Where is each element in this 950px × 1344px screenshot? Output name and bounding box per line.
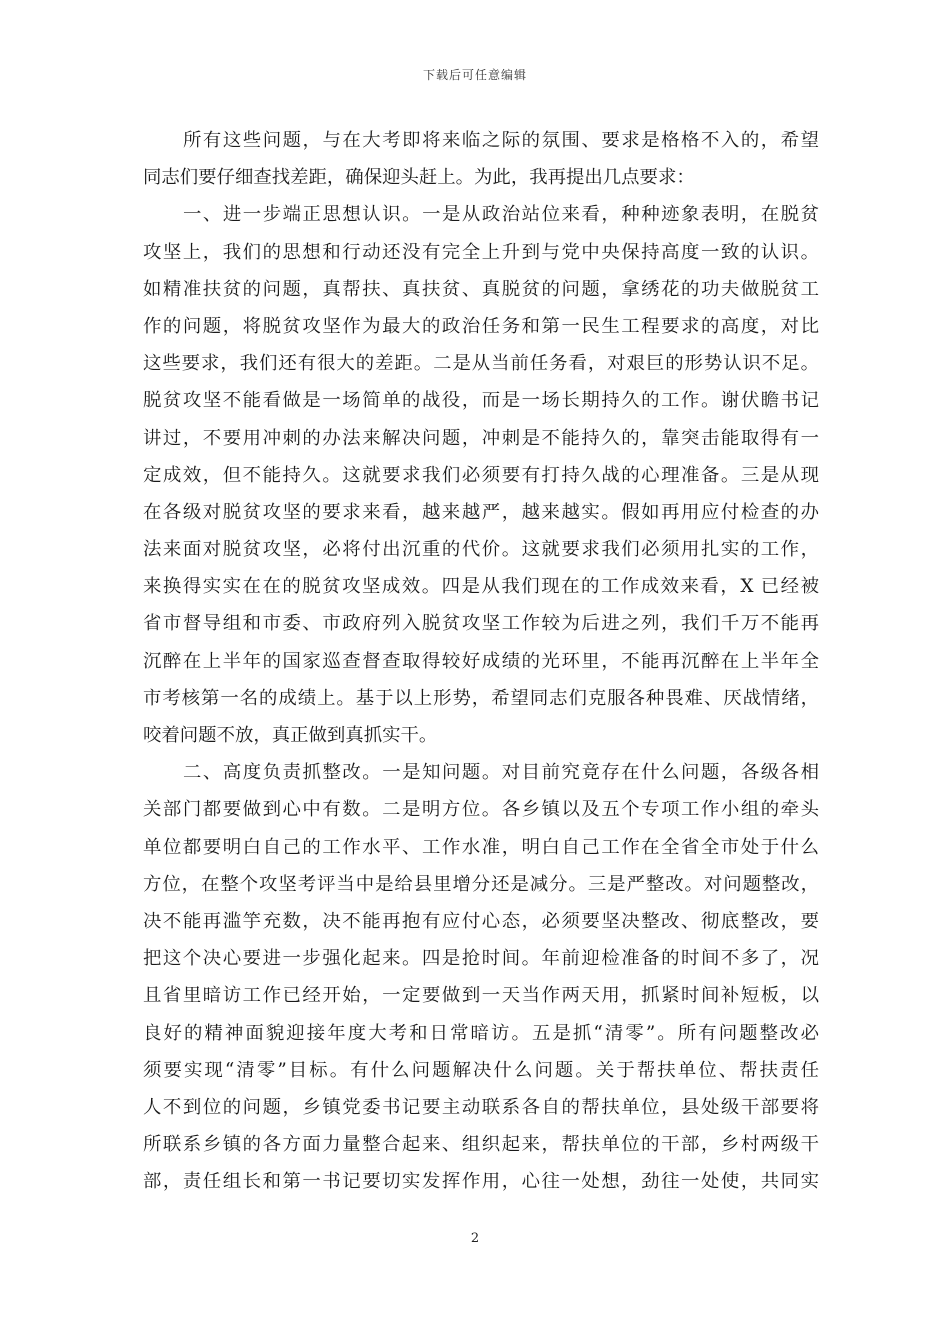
- text-line: 讲过，不要用冲刺的办法来解决问题，冲刺是不能持久的，靠突击能取得有一: [143, 427, 819, 449]
- text-line: 这些要求，我们还有很大的差距。二是从当前任务看，对艰巨的形势认识不足。: [143, 353, 819, 375]
- text-line: 一、进一步端正思想认识。一是从政治站位来看，种种迹象表明，在脱贫: [183, 204, 819, 226]
- text-line: 同志们要仔细查找差距，确保迎头赶上。为此，我再提出几点要求：: [143, 167, 695, 189]
- text-line: 咬着问题不放，真正做到真抓实干。: [143, 725, 438, 746]
- text-line: 市考核第一名的成绩上。基于以上形势，希望同志们克服各种畏难、厌战情绪，: [143, 687, 819, 709]
- text-line: 沉醉在上半年的国家巡查督查取得较好成绩的光环里，不能再沉醉在上半年全: [143, 650, 819, 672]
- text-line: 攻坚上，我们的思想和行动还没有完全上升到与党中央保持高度一致的认识。: [143, 241, 819, 263]
- text-line: 所联系乡镇的各方面力量整合起来、组织起来，帮扶单位的干部，乡村两级干: [143, 1134, 819, 1156]
- text-line: 法来面对脱贫攻坚，必将付出沉重的代价。这就要求我们必须用扎实的工作，: [143, 539, 819, 561]
- text-line: 所有这些问题，与在大考即将来临之际的氛围、要求是格格不入的，希望: [183, 130, 819, 151]
- text-line: 关部门都要做到心中有数。二是明方位。各乡镇以及五个专项工作小组的牵头: [143, 799, 819, 821]
- text-line: 如精准扶贫的问题，真帮扶、真扶贫、真脱贫的问题，拿绣花的功夫做脱贫工: [143, 278, 819, 300]
- text-line: 来换得实实在在的脱贫攻坚成效。四是从我们现在的工作成效来看，X 已经被: [143, 576, 819, 598]
- text-line: 方位，在整个攻坚考评当中是给县里增分还是减分。三是严整改。对问题整改，: [143, 873, 819, 895]
- text-line: 且省里暗访工作已经开始，一定要做到一天当作两天用，抓紧时间补短板，以: [143, 985, 819, 1007]
- text-line: 二、高度负责抓整改。一是知问题。对目前究竟存在什么问题，各级各相: [183, 762, 819, 784]
- text-line: 决不能再滥竽充数，决不能再抱有应付心态，必须要坚决整改、彻底整改，要: [143, 910, 819, 932]
- page-header: 下载后可任意编辑: [422, 68, 527, 82]
- text-line: 良好的精神面貌迎接年度大考和日常暗访。五是抓“清零”。所有问题整改必: [143, 1022, 819, 1044]
- text-line: 省市督导组和市委、市政府列入脱贫攻坚工作较为后进之列，我们千万不能再: [143, 613, 819, 635]
- text-line: 脱贫攻坚不能看做是一场简单的战役，而是一场长期持久的工作。谢伏瞻书记: [143, 390, 819, 412]
- text-line: 定成效，但不能持久。这就要求我们必须要有打持久战的心理准备。三是从现: [143, 464, 819, 486]
- text-line: 单位都要明白自己的工作水平、工作水准，明白自己工作在全省全市处于什么: [143, 836, 819, 858]
- document-body: [143, 122, 819, 1200]
- text-line: 人不到位的问题，乡镇党委书记要主动联系各自的帮扶单位，县处级干部要将: [143, 1096, 819, 1118]
- text-line: 部，责任组长和第一书记要切实发挥作用，心往一处想，劲往一处使，共同实: [143, 1171, 819, 1193]
- text-line: 须要实现“清零”目标。有什么问题解决什么问题。关于帮扶单位、帮扶责任: [143, 1059, 819, 1081]
- text-line: 把这个决心要进一步强化起来。四是抢时间。年前迎检准备的时间不多了，况: [143, 948, 819, 970]
- text-line: 作的问题，将脱贫攻坚作为最大的政治任务和第一民生工程要求的高度，对比: [143, 315, 819, 337]
- page-number: 2: [470, 1231, 480, 1246]
- text-line: 在各级对脱贫攻坚的要求来看，越来越严，越来越实。假如再用应付检查的办: [143, 501, 819, 523]
